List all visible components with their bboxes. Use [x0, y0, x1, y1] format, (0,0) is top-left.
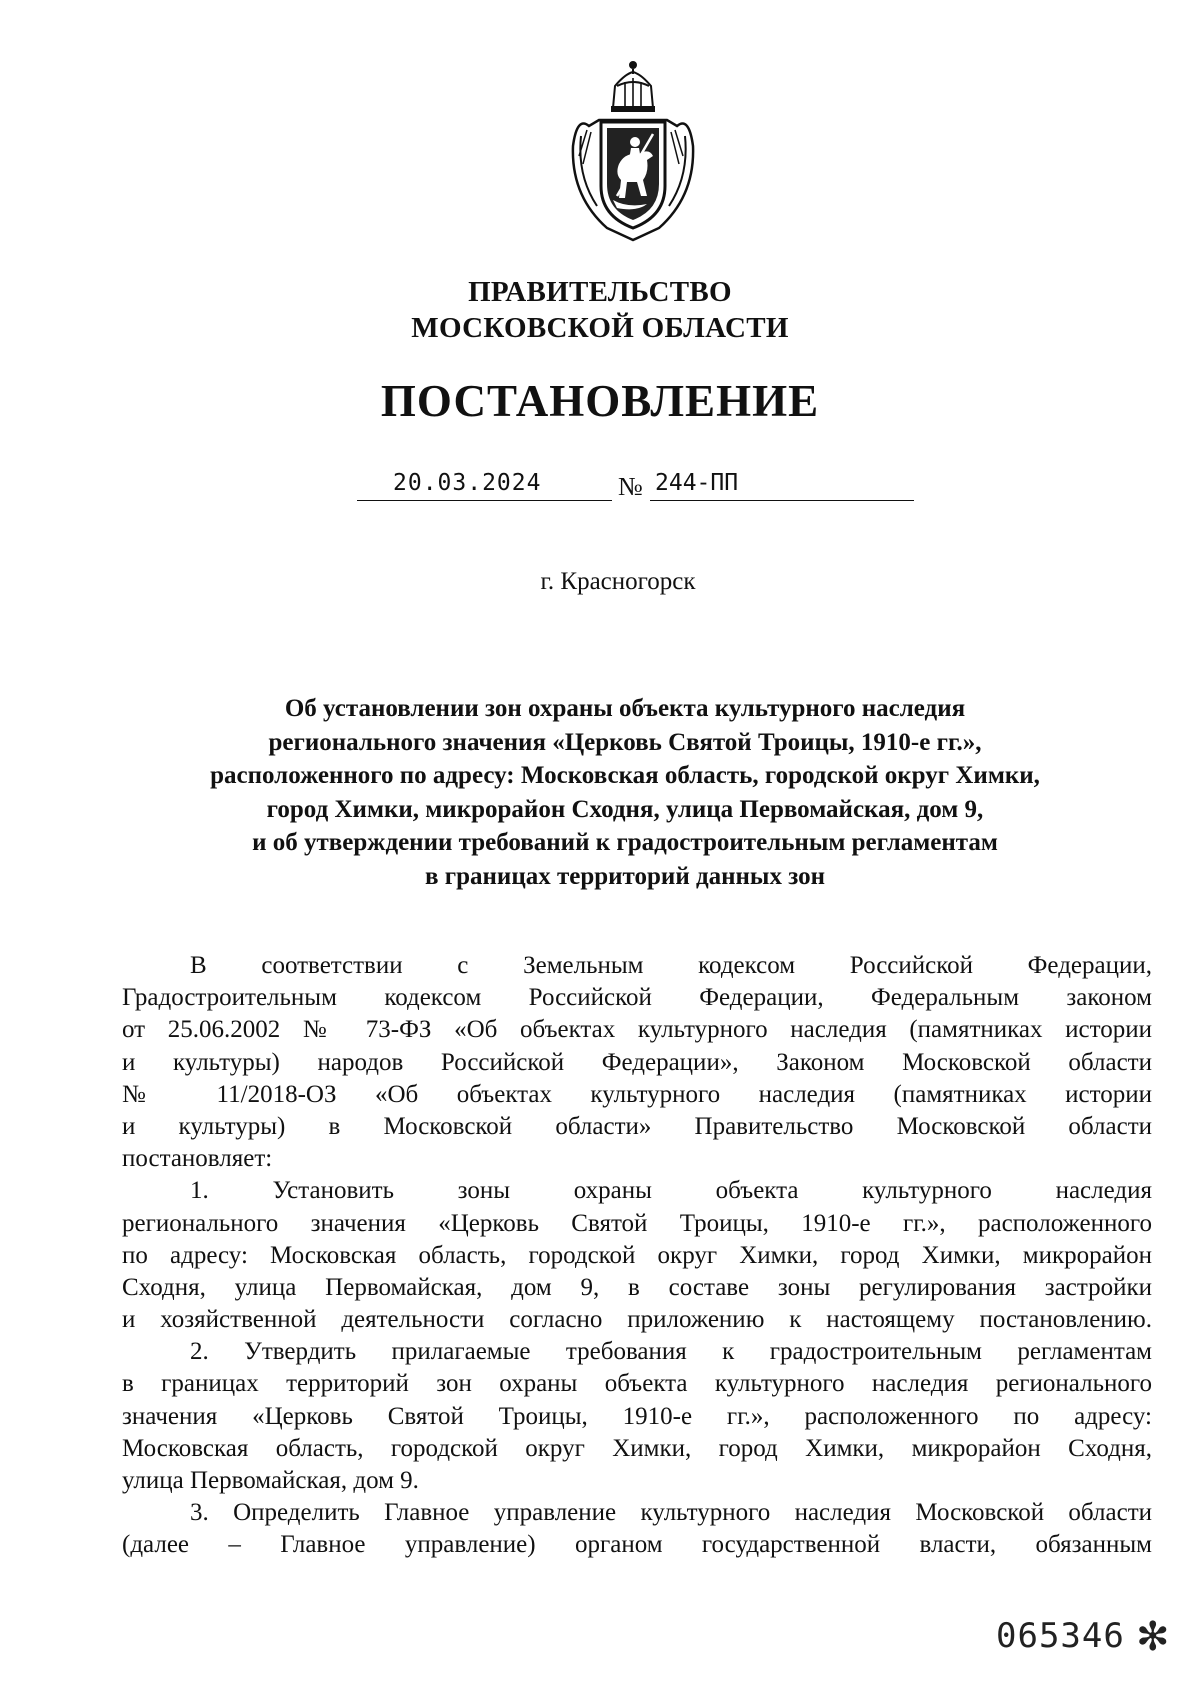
document-type-heading: ПОСТАНОВЛЕНИЕ — [380, 376, 820, 426]
body-line: Сходня, улица Первомайская, дом 9, в составе зоны регулирования застройки — [122, 1273, 1152, 1301]
body-line: и культуры) в Московской области» Правительство Московской области — [122, 1112, 1152, 1140]
body-line: от 25.06.2002 № 73-ФЗ «Об объектах культурного наследия (памятниках истории — [122, 1016, 1152, 1044]
title-line: Об установлении зон охраны объекта культурного наследия — [284, 695, 966, 722]
number-sign: № — [618, 472, 643, 501]
document-number: 244-ПП — [655, 470, 739, 496]
body-line: по адресу: Московская область, городской округ Химки, город Химки, микрорайон — [122, 1241, 1152, 1269]
date-underline — [357, 500, 612, 501]
coat-of-arms-emblem-icon — [567, 56, 699, 246]
title-line: регионального значения «Церковь Святой Троицы, 1910-е гг.», — [268, 728, 982, 756]
body-line: в границах территорий зон охраны объекта культурного наследия регионального — [122, 1370, 1152, 1398]
title-line: расположенного по адресу: Московская область, городской округ Химки, — [210, 762, 1040, 789]
serial-number: 065346 — [996, 1616, 1125, 1656]
body-line: (далее – Главное управление) органом государственной власти, обязанным — [122, 1531, 1152, 1559]
organization-name-line1: ПРАВИТЕЛЬСТВО — [468, 276, 732, 308]
title-line: и об утверждении требований к градостроительным регламентам — [252, 829, 998, 856]
body-line: 3. Определить Главное управление культурного наследия Московской области — [190, 1499, 1152, 1527]
body-line: постановляет: — [122, 1145, 273, 1173]
body-line: 1. Установить зоны охраны объекта культурного наследия — [190, 1177, 1152, 1205]
organization-name-line2: МОСКОВСКОЙ ОБЛАСТИ — [411, 312, 789, 344]
issue-city: г. Красногорск — [540, 568, 696, 595]
document-title — [120, 692, 1130, 893]
body-line: значения «Церковь Святой Троицы, 1910-е гг.», расположенного по адресу: — [122, 1402, 1152, 1430]
asterisk-mark: ✻ — [1136, 1614, 1170, 1660]
title-line: город Химки, микрорайон Сходня, улица Первомайская, дом 9, — [266, 795, 984, 823]
body-line: и хозяйственной деятельности согласно приложению к настоящему постановлению. — [122, 1306, 1152, 1334]
document-body — [122, 950, 1152, 1562]
body-line: № 11/2018-ОЗ «Об объектах культурного наследия (памятниках истории — [122, 1080, 1152, 1108]
body-line: Градостроительным кодексом Российской Федерации, Федеральным законом — [122, 984, 1152, 1012]
title-line: в границах территорий данных зон — [425, 862, 825, 890]
body-line: В соответствии с Земельным кодексом Российской Федерации, — [190, 952, 1152, 979]
body-line: и культуры) народов Российской Федерации», Законом Московской области — [122, 1048, 1152, 1076]
body-line: улица Первомайская, дом 9. — [122, 1467, 419, 1494]
body-line: 2. Утвердить прилагаемые требования к градостроительным регламентам — [190, 1338, 1152, 1366]
body-line: регионального значения «Церковь Святой Троицы, 1910-е гг.», расположенного — [122, 1209, 1152, 1237]
body-line: Московская область, городской округ Химки, город Химки, микрорайон Сходня, — [122, 1434, 1152, 1462]
document-date: 20.03.2024 — [393, 470, 542, 496]
number-underline — [650, 500, 914, 501]
